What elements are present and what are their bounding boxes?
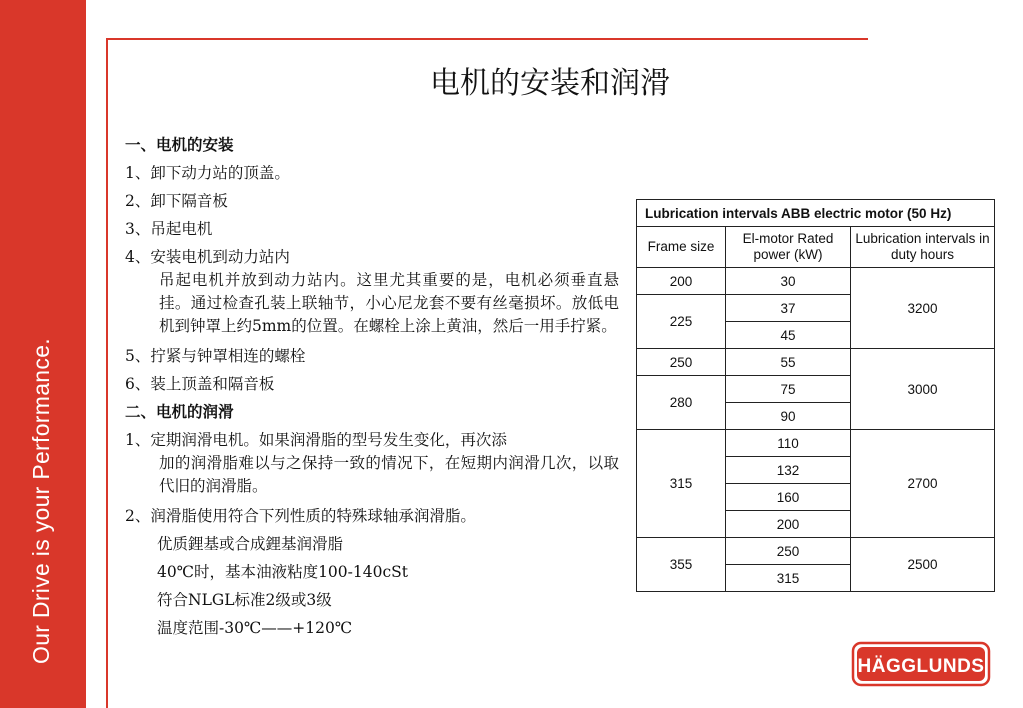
body-text bbox=[125, 131, 625, 642]
list-item: 4、安装电机到动力站内 bbox=[125, 248, 290, 266]
table-cell-power: 75 bbox=[726, 376, 851, 403]
table-cell-interval: 2700 bbox=[851, 430, 995, 538]
table-cell-power: 37 bbox=[726, 295, 851, 322]
frame-left-line bbox=[106, 38, 108, 708]
list-item: 1、定期润滑电机。如果润滑脂的型号发生变化，再次添 bbox=[125, 431, 507, 449]
table-cell-power: 315 bbox=[726, 565, 851, 592]
logo-text: HÄGGLUNDS bbox=[857, 656, 985, 677]
install-paragraph: 吊起电机并放到动力站内。这里尤其重要的是，电机必须垂直悬挂。通过检查孔装上联轴节，小心尼龙套不要有丝毫损坏。放低电机到钟罩上约5mm的位置。在螺栓上涂上黄油，然后一用手拧紧。 bbox=[159, 271, 619, 335]
table-cell-frame: 355 bbox=[637, 538, 726, 592]
table-cell-frame: 315 bbox=[637, 430, 726, 538]
table-cell-power: 90 bbox=[726, 403, 851, 430]
table-cell-frame: 280 bbox=[637, 376, 726, 430]
table-cell-power: 45 bbox=[726, 322, 851, 349]
list-item: 5、拧紧与钟罩相连的螺栓 bbox=[125, 347, 306, 365]
table-caption: Lubrication intervals ABB electric motor (50 Hz) bbox=[637, 200, 995, 227]
table-cell-interval: 3000 bbox=[851, 349, 995, 430]
grease-property: 温度范围-30℃——+120℃ bbox=[157, 619, 353, 637]
table-cell-interval: 3200 bbox=[851, 268, 995, 349]
table-cell-interval: 2500 bbox=[851, 538, 995, 592]
list-item: 6、装上顶盖和隔音板 bbox=[125, 375, 275, 393]
table-cell-frame: 200 bbox=[637, 268, 726, 295]
grease-property: 符合NLGL标准2级或3级 bbox=[157, 591, 332, 609]
slogan-text: Our Drive is your Performance. bbox=[28, 338, 54, 664]
frame-top-line bbox=[106, 38, 868, 40]
lubrication-paragraph: 加的润滑脂难以与之保持一致的情况下，在短期内润滑几次，以取代旧的润滑脂。 bbox=[159, 454, 619, 495]
list-item: 2、润滑脂使用符合下列性质的特殊球轴承润滑脂。 bbox=[125, 507, 476, 525]
section-1-title: 一、电机的安装 bbox=[125, 135, 234, 154]
lubrication-table bbox=[636, 199, 995, 592]
table-cell-frame: 250 bbox=[637, 349, 726, 376]
hagglunds-logo bbox=[851, 641, 991, 687]
list-item: 1、卸下动力站的顶盖。 bbox=[125, 164, 290, 182]
table-header-frame-size: Frame size bbox=[637, 227, 726, 268]
sidebar bbox=[0, 0, 86, 708]
grease-property: 优质鋰基或合成鋰基润滑脂 bbox=[157, 535, 344, 553]
table-cell-power: 30 bbox=[726, 268, 851, 295]
table-cell-power: 55 bbox=[726, 349, 851, 376]
table-header-intervals: Lubrication intervals in duty hours bbox=[851, 227, 995, 268]
list-item: 2、卸下隔音板 bbox=[125, 192, 228, 210]
table-cell-power: 250 bbox=[726, 538, 851, 565]
page-title: 电机的安装和润滑 bbox=[430, 66, 670, 101]
table-cell-frame: 225 bbox=[637, 295, 726, 349]
section-2-title: 二、电机的润滑 bbox=[125, 402, 234, 421]
grease-property: 40℃时，基本油液粘度100-140cSt bbox=[157, 563, 408, 581]
list-item: 3、吊起电机 bbox=[125, 220, 213, 238]
table-cell-power: 200 bbox=[726, 511, 851, 538]
table-cell-power: 132 bbox=[726, 457, 851, 484]
table-header-rated-power: El-motor Rated power (kW) bbox=[726, 227, 851, 268]
table-cell-power: 160 bbox=[726, 484, 851, 511]
table-cell-power: 110 bbox=[726, 430, 851, 457]
